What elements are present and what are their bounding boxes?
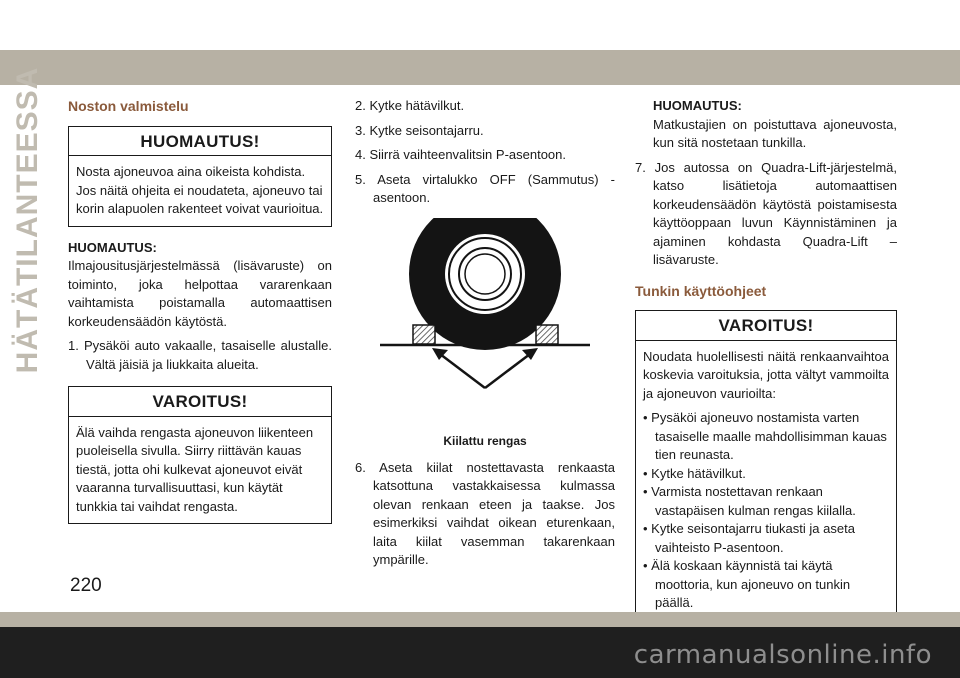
warning-box-2-title: VAROITUS!	[636, 311, 896, 341]
step-6: 6. Aseta kiilat nostettavasta renkaasta katsottuna vastakkaisessa kulmassa olevan renkaan eteen ja taakse. Jos esimerkiksi vaihdat oikean eturenkaan, laita kiilat vasemman takarenkaan ympärille.	[355, 459, 615, 567]
warning-bullet: • Kytke seisontajarru tiukasti ja aseta vaihteisto P-asentoon.	[643, 521, 855, 555]
steps-list-3	[355, 459, 615, 570]
step-1: 1. Pysäköi auto vakaalle, tasaiselle alustalle. Vältä jäisiä ja liukkaita alueita.	[68, 338, 332, 372]
top-margin	[0, 0, 960, 50]
chapter-side-tab	[4, 66, 52, 374]
header-band	[0, 50, 960, 85]
warning-box	[68, 386, 332, 524]
wheel-chock-figure	[355, 218, 615, 451]
step-5: 5. Aseta virtalukko OFF (Sammutus) -asentoon.	[355, 171, 615, 205]
steps-list-4	[635, 159, 897, 270]
warning-bullet: • Kytke hätävilkut.	[643, 465, 746, 481]
column-right	[635, 97, 897, 633]
step-2: 2. Kytke hätävilkut.	[355, 98, 465, 113]
footer-band	[0, 612, 960, 627]
page-number: 220	[70, 575, 102, 596]
note-text: Ilmajousitusjärjestelmässä (lisävaruste) on toiminto, joka helpottaa vararenkaan vaihtamista poistamalla automaattisen korkeudensäädön käytöstä.	[68, 258, 332, 329]
warning-box-title: VAROITUS!	[69, 387, 331, 417]
steps-list-2	[355, 97, 615, 208]
figure-caption: Kiilattu rengas	[443, 434, 527, 448]
steps-list-1	[68, 337, 332, 374]
warning-box-2	[635, 310, 897, 621]
wheel-chock-left	[413, 325, 435, 344]
wheel-chock-right	[536, 325, 558, 344]
warning-box-2-body	[636, 341, 896, 620]
notice-box	[68, 126, 332, 227]
warning-bullet: • Älä koskaan käynnistä tai käytä moottoria, kun ajoneuvo on tunkin päällä.	[643, 558, 851, 610]
step-3: 3. Kytke seisontajarru.	[355, 122, 484, 138]
step-4: 4. Siirrä vaihteenvalitsin P-asentoon.	[355, 147, 567, 162]
section-title-jack-instructions: Tunkin käyttöohjeet	[635, 282, 767, 299]
note-heading: HUOMAUTUS:	[68, 239, 157, 255]
section-title-lift-prep: Noston valmistelu	[68, 98, 189, 114]
column-left	[68, 97, 332, 536]
warning-box-text: Älä vaihda rengasta ajoneuvon liikenteen puoleisella sivulla. Siirry riittävän kauas tiestä, jotta ohi kulkevat ajoneuvot eivät vaaranna turvallisuuttasi, kun käytät tunkkia tai vaihdat rengasta.	[76, 424, 314, 514]
watermark-text: carmanualsonline.info	[633, 640, 932, 670]
warning-bullets	[643, 409, 889, 613]
notice-box-title: HUOMAUTUS!	[69, 127, 331, 157]
column-middle	[355, 97, 615, 576]
step-7: 7. Jos autossa on Quadra-Lift-järjestelmä, katso lisätietoja automaattisen korkeudensäädön käytöstä poistamisesta käyttöoppaan luvun Käynnistäminen ja ajaminen kohdasta Quadra-Lift – lisävaruste.	[635, 159, 897, 267]
note-heading-2: HUOMAUTUS:	[653, 98, 742, 113]
warning-bullet: • Pysäköi ajoneuvo nostamista varten tasaiselle maalle mahdollisimman kauas tien reunasta.	[643, 410, 887, 462]
notice-box-text: Nosta ajoneuvoa aina oikeista kohdista. Jos näitä ohjeita ei noudateta, ajoneuvo tai korin alapuolen rakenteet voivat vaurioitua.	[76, 164, 324, 216]
chocked-tire-illustration	[360, 218, 610, 423]
warning-bullet: • Varmista nostettavan renkaan vastapäisen kulman rengas kiilalla.	[643, 484, 856, 518]
warning-box-2-intro: Noudata huolellisesti näitä renkaanvaihtoa koskevia varoituksia, jotta vältyt vammoilta ja ajoneuvon vaurioilta:	[643, 348, 889, 401]
chapter-side-tab-label: HÄTÄTILANTEESSA	[11, 66, 44, 374]
note-text-2: Matkustajien on poistuttava ajoneuvosta, kun sitä nostetaan tunkilla.	[653, 116, 897, 150]
